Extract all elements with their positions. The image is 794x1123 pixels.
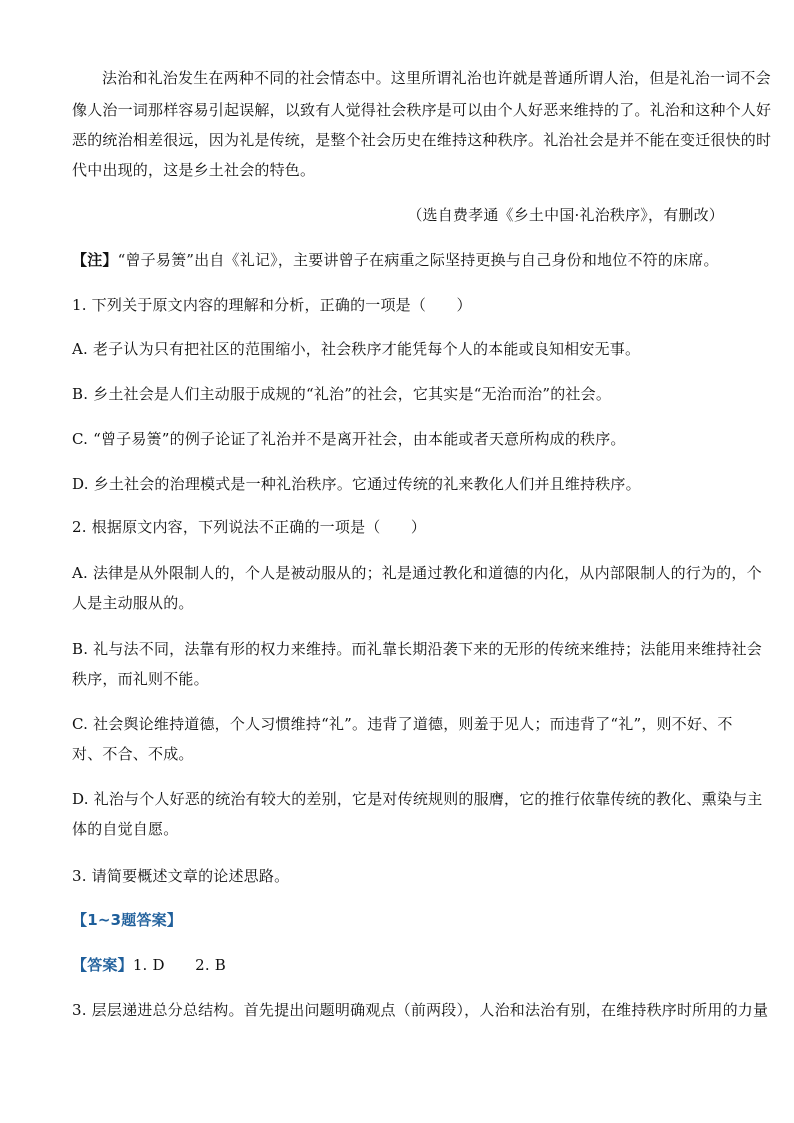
answers-heading: 【1~3题答案】 <box>72 911 183 929</box>
question-2-stem: 2. 根据原文内容，下列说法不正确的一项是（ ） <box>72 518 427 536</box>
passage-line: 恶的统治相差很远，因为礼是传统，是整个社会历史在维持这种秩序。礼治社会是并不能在变迁很快的时 <box>72 131 772 149</box>
question-1-stem: 1. 下列关于原文内容的理解和分析，正确的一项是（ ） <box>72 296 472 314</box>
question-2-option-c-line1: C. 社会舆论维持道德，个人习惯维持“礼”。违背了道德，则羞于见人；而违背了“礼”，则不好、不 <box>72 715 733 733</box>
question-1-option-b: B. 乡土社会是人们主动服于成规的“礼治”的社会，它其实是“无治而治”的社会。 <box>72 385 612 403</box>
question-3-stem: 3. 请简要概述文章的论述思路。 <box>72 867 290 885</box>
passage-line: 法治和礼治发生在两种不同的社会情态中。这里所谓礼治也许就是普通所谓人治，但是礼治一词不会 <box>102 69 771 87</box>
answer-3-text: 3. 层层递进总分总结构。首先提出问题明确观点（前两段），人治和法治有别，在维持秩序时所用的力量 <box>72 1001 769 1019</box>
note <box>72 250 719 270</box>
passage-line: 代中出现的，这是乡土社会的特色。 <box>72 161 316 179</box>
question-2-option-d-line1: D. 礼治与个人好恶的统治有较大的差别，它是对传统规则的服膺，它的推行依靠传统的教化、熏染与主 <box>72 790 763 808</box>
question-1-option-c: C. “曾子易箦”的例子论证了礼治并不是离开社会，由本能或者天意所构成的秩序。 <box>72 430 626 448</box>
answers-tag: 【答案】 <box>72 956 133 974</box>
question-1-option-a: A. 老子认为只有把社区的范围缩小，社会秩序才能凭每个人的本能或良知相安无事。 <box>72 340 641 358</box>
question-2-option-b-line1: B. 礼与法不同，法靠有形的权力来维持。而礼靠长期沿袭下来的无形的传统来维持；法能用来维持社会 <box>72 640 762 658</box>
question-2-option-c-line2: 对、不合、不成。 <box>72 745 194 763</box>
question-2-option-a-line2: 人是主动服从的。 <box>72 594 194 612</box>
passage-line: 像人治一词那样容易引起误解，以致有人觉得社会秩序是可以由个人好恶来维持的了。礼治和这种个人好 <box>72 101 772 119</box>
question-1-option-d: D. 乡土社会的治理模式是一种礼治秩序。它通过传统的礼来教化人们并且维持秩序。 <box>72 475 641 493</box>
question-2-option-b-line2: 秩序，而礼则不能。 <box>72 670 209 688</box>
answers-text: 1. D 2. B <box>132 956 227 974</box>
answers-line <box>72 955 226 975</box>
passage-source: （选自费孝通《乡土中国·礼治秩序》，有删改） <box>407 206 724 224</box>
note-text: “曾子易箦”出自《礼记》，主要讲曾子在病重之际坚持更换与自己身份和地位不符的床席。 <box>117 251 719 269</box>
question-2-option-d-line2: 体的自觉自愿。 <box>72 820 179 838</box>
note-tag: 【注】 <box>72 251 118 269</box>
question-2-option-a-line1: A. 法律是从外限制人的，个人是被动服从的；礼是通过教化和道德的内化，从内部限制人的行为的，个 <box>72 564 762 582</box>
